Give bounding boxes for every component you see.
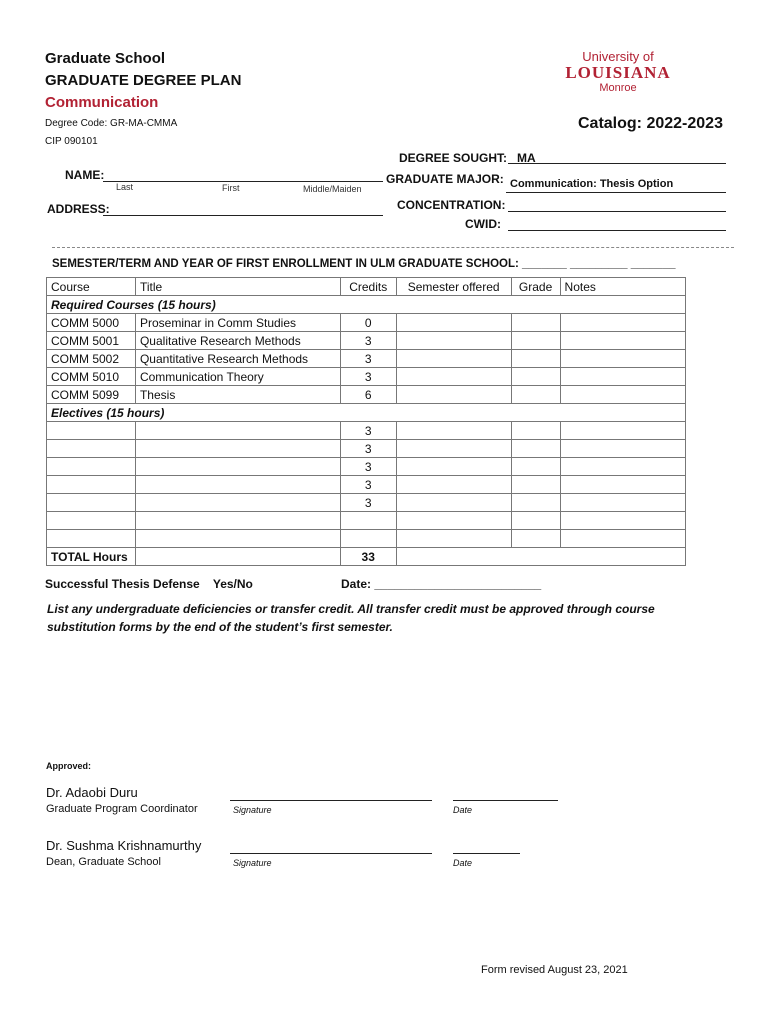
elective-credits: 3 xyxy=(340,440,396,458)
course-code: COMM 5010 xyxy=(47,368,136,386)
elective-credits[interactable] xyxy=(340,530,396,548)
elective-row xyxy=(47,440,686,458)
header-title: Title xyxy=(135,278,340,296)
table-row xyxy=(47,332,686,350)
name-first-label: First xyxy=(222,183,240,193)
notes-cell[interactable] xyxy=(560,314,685,332)
semester-cell[interactable] xyxy=(396,530,511,548)
degree-label: DEGREE SOUGHT: xyxy=(399,151,508,165)
title-cell[interactable] xyxy=(135,530,340,548)
semester-cell[interactable] xyxy=(396,494,511,512)
table-row xyxy=(47,386,686,404)
semester-cell[interactable] xyxy=(396,440,511,458)
name-field[interactable] xyxy=(103,180,383,182)
notes-cell[interactable] xyxy=(560,368,685,386)
address-label: ADDRESS: xyxy=(47,202,110,216)
notice-text: List any undergraduate deficiencies or transfer credit. All transfer credit must be approved through course substitution forms by the end of the student’s first semester. xyxy=(47,602,655,634)
table-header-row xyxy=(47,278,686,296)
course-cell[interactable] xyxy=(47,458,136,476)
enrollment-line: SEMESTER/TERM AND YEAR OF FIRST ENROLLMENT IN ULM GRADUATE SCHOOL: _______ _________ _______ xyxy=(52,258,676,270)
dean-date-label: Date xyxy=(453,858,473,868)
header-semester: Semester offered xyxy=(396,278,511,296)
total-value: 33 xyxy=(340,548,396,566)
degree-value: MA xyxy=(517,151,536,165)
name-middle-label: Middle/Maiden xyxy=(303,184,362,194)
total-rest xyxy=(396,548,685,566)
elective-row xyxy=(47,458,686,476)
coordinator-signature-line[interactable] xyxy=(230,799,432,801)
logo-line1: University of xyxy=(582,49,654,64)
semester-cell[interactable] xyxy=(396,386,511,404)
thesis-date: Date: _________________________ xyxy=(341,577,542,591)
footer-revised: Form revised August 23, 2021 xyxy=(481,964,628,976)
coordinator-title: Graduate Program Coordinator xyxy=(46,803,198,815)
course-cell[interactable] xyxy=(47,476,136,494)
notes-cell[interactable] xyxy=(560,512,685,530)
title-cell[interactable] xyxy=(135,458,340,476)
notes-cell[interactable] xyxy=(560,350,685,368)
notes-cell[interactable] xyxy=(560,440,685,458)
plan-title: GRADUATE DEGREE PLAN xyxy=(45,72,242,89)
major-value: Communication: Thesis Option xyxy=(510,178,674,190)
elective-row xyxy=(47,512,686,530)
catalog-year: Catalog: 2022-2023 xyxy=(578,115,723,132)
coordinator-name: Dr. Adaobi Duru xyxy=(46,785,138,800)
semester-cell[interactable] xyxy=(396,476,511,494)
grade-cell[interactable] xyxy=(511,368,560,386)
dean-title: Dean, Graduate School xyxy=(46,856,161,868)
divider xyxy=(52,247,734,248)
notes-cell[interactable] xyxy=(560,458,685,476)
coordinator-date-label: Date xyxy=(453,805,473,815)
notes-cell[interactable] xyxy=(560,530,685,548)
course-cell[interactable] xyxy=(47,422,136,440)
table-row xyxy=(47,350,686,368)
header-grade: Grade xyxy=(511,278,560,296)
course-code: COMM 5000 xyxy=(47,314,136,332)
course-cell[interactable] xyxy=(47,440,136,458)
thesis-defense: Successful Thesis Defense Yes/No xyxy=(45,577,253,591)
notes-cell[interactable] xyxy=(560,332,685,350)
course-title: Qualitative Research Methods xyxy=(135,332,340,350)
elective-credits: 3 xyxy=(340,458,396,476)
cwid-field[interactable] xyxy=(508,229,726,231)
title-cell[interactable] xyxy=(135,476,340,494)
dean-date-line[interactable] xyxy=(453,852,520,854)
semester-cell[interactable] xyxy=(396,332,511,350)
notes-cell[interactable] xyxy=(560,494,685,512)
grade-cell[interactable] xyxy=(511,332,560,350)
university-logo xyxy=(548,50,688,94)
course-cell[interactable] xyxy=(47,494,136,512)
course-title: Quantitative Research Methods xyxy=(135,350,340,368)
elective-row xyxy=(47,530,686,548)
course-table xyxy=(46,277,686,566)
title-cell[interactable] xyxy=(135,422,340,440)
course-credits: 3 xyxy=(340,332,396,350)
logo-line3: Monroe xyxy=(599,82,637,94)
major-label: GRADUATE MAJOR: xyxy=(386,172,504,186)
header-notes: Notes xyxy=(560,278,685,296)
dean-signature-line[interactable] xyxy=(230,852,432,854)
course-code: COMM 5001 xyxy=(47,332,136,350)
major-field[interactable] xyxy=(506,191,726,193)
notes-cell[interactable] xyxy=(560,476,685,494)
grade-cell[interactable] xyxy=(511,422,560,440)
grade-cell[interactable] xyxy=(511,476,560,494)
approved-label: Approved: xyxy=(46,761,91,771)
elective-row xyxy=(47,494,686,512)
course-code: COMM 5002 xyxy=(47,350,136,368)
semester-cell[interactable] xyxy=(396,512,511,530)
logo-line2: LOUISIANA xyxy=(565,63,671,82)
cip-code: CIP 090101 xyxy=(45,136,98,147)
course-credits: 3 xyxy=(340,350,396,368)
dean-signature-label: Signature xyxy=(233,858,272,868)
table-row xyxy=(47,314,686,332)
name-last-label: Last xyxy=(116,182,134,192)
program-title: Communication xyxy=(45,94,159,111)
required-section-row xyxy=(47,296,686,314)
concentration-field[interactable] xyxy=(508,210,726,212)
title-cell[interactable] xyxy=(135,494,340,512)
electives-section-row xyxy=(47,404,686,422)
elective-credits: 3 xyxy=(340,476,396,494)
grade-cell[interactable] xyxy=(511,350,560,368)
semester-cell[interactable] xyxy=(396,368,511,386)
coordinator-date-line[interactable] xyxy=(453,799,558,801)
name-label: NAME: xyxy=(65,168,105,182)
semester-cell[interactable] xyxy=(396,350,511,368)
semester-cell[interactable] xyxy=(396,458,511,476)
semester-cell[interactable] xyxy=(396,314,511,332)
degree-code: Degree Code: GR-MA-CMMA xyxy=(45,118,178,129)
elective-credits: 3 xyxy=(340,422,396,440)
total-label: TOTAL Hours xyxy=(47,548,136,566)
elective-credits[interactable] xyxy=(340,512,396,530)
course-credits: 0 xyxy=(340,314,396,332)
total-blank xyxy=(135,548,340,566)
address-field[interactable] xyxy=(103,214,383,216)
grade-cell[interactable] xyxy=(511,458,560,476)
grade-cell[interactable] xyxy=(511,530,560,548)
notes-cell[interactable] xyxy=(560,386,685,404)
grade-cell[interactable] xyxy=(511,494,560,512)
table-row xyxy=(47,368,686,386)
course-cell[interactable] xyxy=(47,530,136,548)
course-code: COMM 5099 xyxy=(47,386,136,404)
required-label: Required Courses (15 hours) xyxy=(47,296,686,314)
electives-label: Electives (15 hours) xyxy=(47,404,686,422)
course-credits: 6 xyxy=(340,386,396,404)
course-title: Thesis xyxy=(135,386,340,404)
cwid-label: CWID: xyxy=(465,217,501,231)
elective-credits: 3 xyxy=(340,494,396,512)
degree-field[interactable] xyxy=(508,162,726,164)
grade-cell[interactable] xyxy=(511,386,560,404)
header-course: Course xyxy=(47,278,136,296)
course-title: Communication Theory xyxy=(135,368,340,386)
title-cell[interactable] xyxy=(135,512,340,530)
concentration-label: CONCENTRATION: xyxy=(397,198,506,212)
notes-cell[interactable] xyxy=(560,422,685,440)
coordinator-signature-label: Signature xyxy=(233,805,272,815)
course-title: Proseminar in Comm Studies xyxy=(135,314,340,332)
grade-cell[interactable] xyxy=(511,512,560,530)
semester-cell[interactable] xyxy=(396,422,511,440)
course-cell[interactable] xyxy=(47,512,136,530)
dean-name: Dr. Sushma Krishnamurthy xyxy=(46,838,202,853)
elective-row xyxy=(47,422,686,440)
header-credits: Credits xyxy=(340,278,396,296)
course-credits: 3 xyxy=(340,368,396,386)
school-title: Graduate School xyxy=(45,50,166,67)
elective-row xyxy=(47,476,686,494)
grade-cell[interactable] xyxy=(511,440,560,458)
grade-cell[interactable] xyxy=(511,314,560,332)
title-cell[interactable] xyxy=(135,440,340,458)
total-row xyxy=(47,548,686,566)
